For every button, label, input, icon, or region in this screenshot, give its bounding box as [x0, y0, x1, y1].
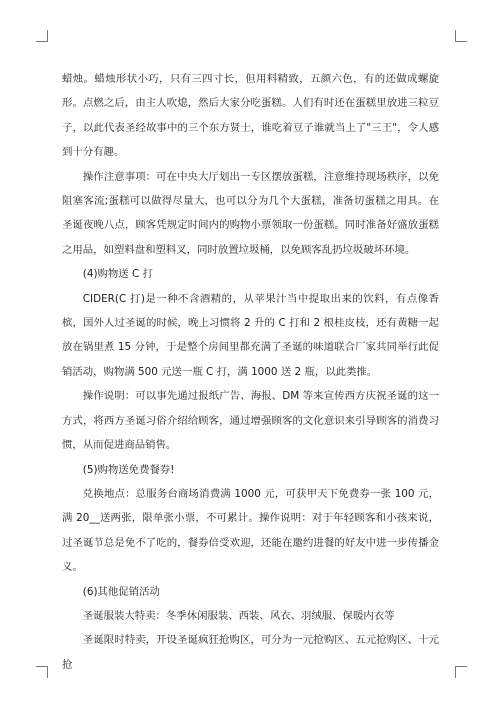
paragraph-flash-sale: 圣诞限时特卖，开设圣诞疯狂抢购区，可分为一元抢购区、五元抢购区、十元抢: [62, 634, 439, 671]
paragraph-cake-operation-notes: 操作注意事项：可在中央大厅划出一专区摆放蛋糕，注意维持现场秩序，以免阻塞客流;蛋糕可以做得尽量大，也可以分为几个大蛋糕，准备切蛋糕之用具。在圣诞夜晚八点，顾客凭规定时间内的购物小票领取一份蛋糕。同时准备好盛放蛋糕之用品，如塑料盘和塑料叉，同时放置垃圾桶，以免顾客乱扔垃圾破坏环境。: [62, 170, 439, 256]
paragraph-cider-operation: 操作说明：可以事先通过报纸广告、海报、DM 等来宣传西方庆祝圣诞的这一方式，将西方圣诞习俗介绍给顾客，通过增强顾客的文化意识来引导顾客的消费习惯，从而促进商品销售。: [62, 390, 439, 452]
section-heading-cider: (4)购物送 C 打: [82, 268, 153, 281]
paragraph-clothing-sale: 圣诞服装大特卖：冬季休闲服装、西装、风衣、羽绒服、保暖内衣等: [82, 609, 395, 622]
crop-mark-bottom-right: [455, 666, 467, 678]
paragraph-cake-candles: 蜡烛。蜡烛形状小巧，只有三四寸长，但用料精致，五颜六色，有的还做成螺旋形。点燃之后，由主人吹熄，然后大家分吃蛋糕。人们有时还在蛋糕里放进三粒豆子，以此代表圣经故事中的三个东方贤士，谁吃着豆子谁就当上了"三王"，令人感到十分有趣。: [62, 73, 439, 159]
document-body: [62, 67, 439, 677]
paragraph-cider-description: CIDER(C 打)是一种不含酒精的，从苹果汁当中提取出来的饮料，有点像香槟，国外人过圣诞的时候，晚上习惯将 2 升的 C 打和 2 根桂皮枝，还有黄糖一起放在锅里煮 15 分钟，于是整个房间里都充满了圣诞的味道联合厂家共同举行此促销活动，购物满 500 元送一瓶 C 打，满 1000 送 2 瓶，以此类推。: [62, 292, 439, 378]
section-heading-other-promotions: (6)其他促销活动: [82, 585, 160, 598]
paragraph-meal-voucher: 兑换地点：总服务台商场消费满 1000 元，可获甲天下免费券一张 100 元，满 20__送两张，限单张小票，不可累计。操作说明：对于年轻顾客和小孩来说，过圣诞节总是免不了吃的，餐券倍受欢迎，还能在邀约进餐的好友中进一步传播金义。: [62, 487, 439, 574]
section-heading-meal-voucher: (5)购物送免费餐券!: [82, 463, 175, 476]
crop-mark-bottom-left: [36, 666, 48, 678]
crop-mark-top-right: [455, 30, 467, 42]
crop-mark-top-left: [36, 30, 48, 42]
